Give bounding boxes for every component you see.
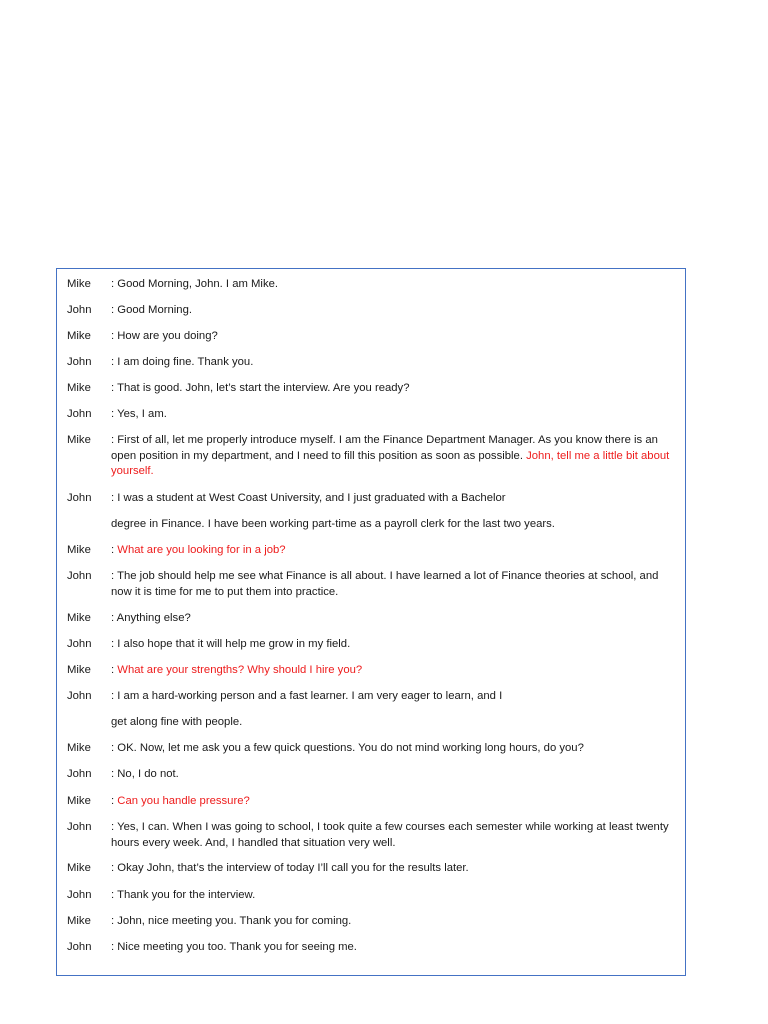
speaker-name: Mike: [67, 434, 91, 446]
speaker-name: John: [67, 408, 92, 420]
utterance-text: : Yes, I am.: [111, 408, 167, 420]
utterance: [111, 277, 679, 293]
speaker-name: John: [67, 638, 92, 650]
utterance: [111, 569, 679, 600]
utterance: [111, 407, 679, 423]
speaker-name: John: [67, 889, 92, 901]
utterance-text: : I am a hard-working person and a fast learner. I am very eager to learn, and I: [111, 690, 503, 702]
speaker-name: Mike: [67, 544, 91, 556]
utterance: [111, 637, 679, 653]
utterance: [111, 433, 679, 480]
utterance-text: : OK. Now, let me ask you a few quick questions. You do not mind working long hours, do you?: [111, 742, 584, 754]
speaker-name: Mike: [67, 278, 91, 290]
utterance-text: : Okay John, that’s the interview of today I’ll call you for the results later.: [111, 862, 469, 874]
speaker-name: Mike: [67, 382, 91, 394]
highlighted-question: What are your strengths? Why should I hire you?: [117, 664, 363, 676]
utterance-text: : How are you doing?: [111, 330, 218, 342]
speaker-name: Mike: [67, 915, 91, 927]
utterance-text: : I am doing fine. Thank you.: [111, 356, 254, 368]
utterance-text: :: [111, 664, 118, 676]
utterance: [111, 543, 679, 559]
speaker-name: John: [67, 492, 92, 504]
utterance: [111, 663, 679, 679]
speaker-name: Mike: [67, 795, 91, 807]
speaker-name: John: [67, 768, 92, 780]
dialogue-box: [56, 268, 686, 976]
highlighted-question: Can you handle pressure?: [117, 795, 250, 807]
utterance-text: : Thank you for the interview.: [111, 889, 256, 901]
speaker-name: John: [67, 690, 92, 702]
utterance-text: : I was a student at West Coast University, and I just graduated with a Bachelor: [111, 492, 506, 504]
utterance-text: : That is good. John, let’s start the interview. Are you ready?: [111, 382, 410, 394]
speaker-name: Mike: [67, 742, 91, 754]
utterance-text: get along fine with people.: [111, 716, 243, 728]
utterance: [111, 820, 679, 851]
utterance-text: degree in Finance. I have been working part-time as a payroll clerk for the last two years.: [111, 518, 555, 530]
highlighted-question: What are you looking for in a job?: [117, 544, 286, 556]
utterance: [111, 741, 679, 757]
utterance: [111, 329, 679, 345]
utterance-text: : I also hope that it will help me grow in my field.: [111, 638, 351, 650]
highlighted-question: John, tell me a little bit about yourself.: [111, 449, 670, 478]
utterance: [111, 715, 679, 731]
speaker-name: John: [67, 821, 92, 833]
utterance-text: : Anything else?: [111, 612, 191, 624]
utterance-text: : First of all, let me properly introduce myself. I am the Finance Department Manager. As you know there is an open position in my department, and I need to fill this position as soon as possible.: [111, 434, 658, 462]
utterance: [111, 767, 679, 783]
utterance: [111, 303, 679, 319]
utterance: [111, 491, 679, 507]
speaker-name: John: [67, 570, 92, 582]
utterance-text: : The job should help me see what Finance is all about. I have learned a lot of Finance theories at school, and now it is time for me to put them into practice.: [111, 570, 659, 598]
utterance: [111, 689, 679, 705]
utterance-text: : John, nice meeting you. Thank you for coming.: [111, 915, 352, 927]
utterance-text: :: [111, 795, 118, 807]
utterance-text: :: [111, 544, 118, 556]
utterance: [111, 888, 679, 904]
utterance: [111, 794, 679, 810]
utterance: [111, 381, 679, 397]
utterance: [111, 355, 679, 371]
utterance-text: : Good Morning, John. I am Mike.: [111, 278, 279, 290]
speaker-name: John: [67, 304, 92, 316]
utterance-text: : Good Morning.: [111, 304, 193, 316]
speaker-name: John: [67, 941, 92, 953]
speaker-name: Mike: [67, 330, 91, 342]
utterance: [111, 611, 679, 627]
utterance-text: : No, I do not.: [111, 768, 179, 780]
speaker-name: Mike: [67, 612, 91, 624]
speaker-name: Mike: [67, 862, 91, 874]
utterance-text: : Nice meeting you too. Thank you for seeing me.: [111, 941, 357, 953]
utterance: [111, 940, 679, 956]
utterance: [111, 914, 679, 930]
utterance: [111, 861, 679, 877]
utterance: [111, 517, 679, 533]
speaker-name: Mike: [67, 664, 91, 676]
utterance-text: : Yes, I can. When I was going to school, I took quite a few courses each semester while working at least twenty hours every week. And, I handled that situation very well.: [111, 821, 669, 849]
speaker-name: John: [67, 356, 92, 368]
